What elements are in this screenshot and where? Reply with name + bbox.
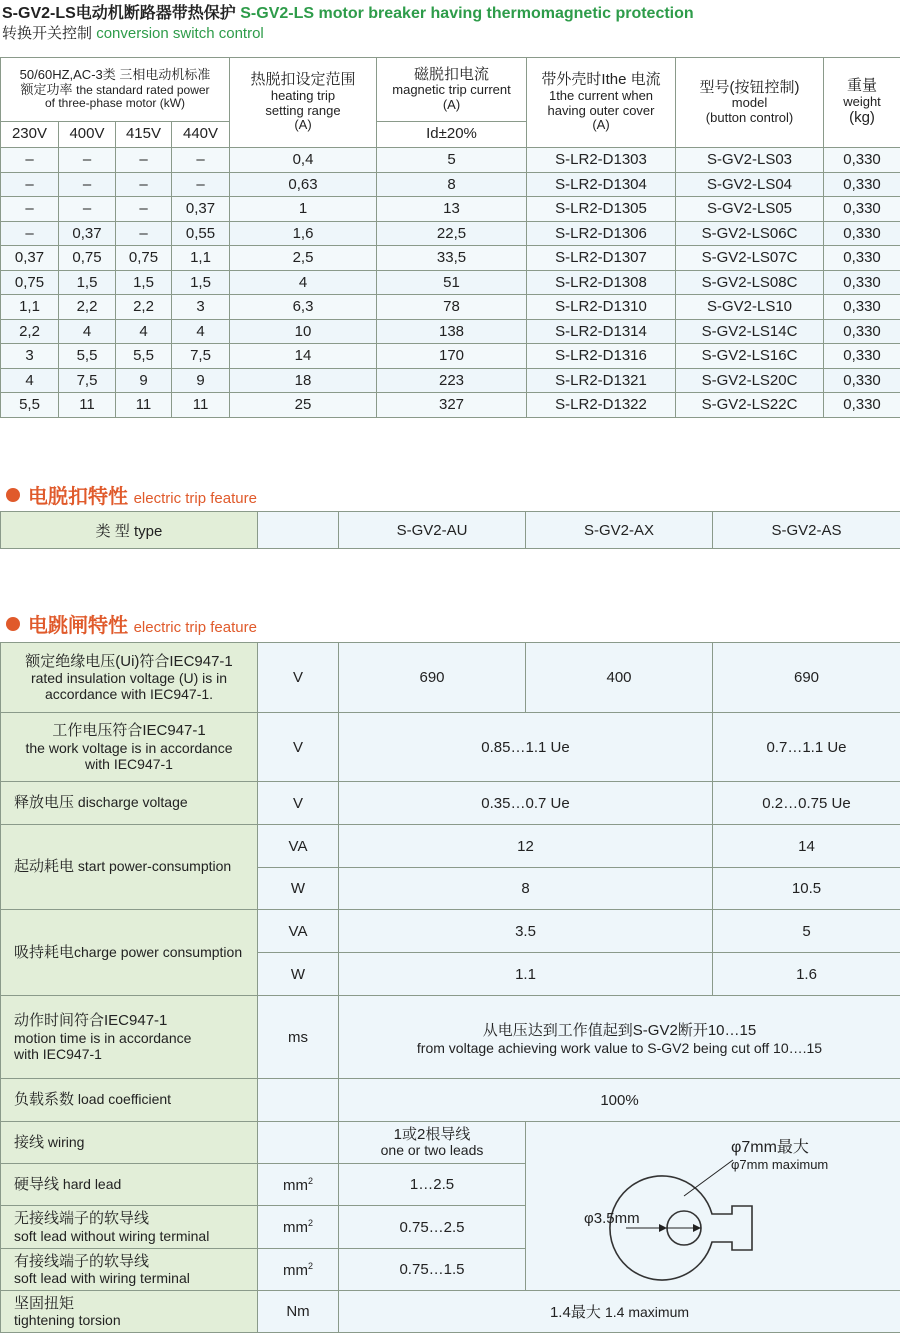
- header-mag-unit: (A): [442, 96, 461, 112]
- cell-weight: 0,330: [824, 148, 900, 173]
- sp-cn: 起动耗电: [14, 858, 75, 876]
- header-power-2b: the standard rated power: [76, 82, 210, 97]
- table-row: [1, 270, 900, 295]
- hl-unit: [258, 1164, 339, 1206]
- cell-weight: 0,330: [824, 393, 900, 418]
- cell-heating-range: 6,3: [230, 295, 377, 320]
- section-electric-trip-feature: [6, 480, 257, 509]
- cell-power-230v: 4: [1, 368, 59, 393]
- cell-power-230v: –: [1, 172, 59, 197]
- cell-power-230v: –: [1, 221, 59, 246]
- cp-va-auax: 3.5: [339, 910, 713, 953]
- row-wiring: [1, 1122, 258, 1164]
- cell-heating-range: 0,4: [230, 148, 377, 173]
- cell-outer-cover-model: S-LR2-D1310: [527, 295, 676, 320]
- header-heating-trip: [230, 58, 377, 148]
- cell-power-415v: 9: [116, 368, 172, 393]
- sl-cn: 无接线端子的软导线: [14, 1210, 150, 1228]
- cell-power-415v: 5,5: [116, 344, 172, 369]
- cell-model: S-GV2-LS22C: [676, 393, 824, 418]
- section-electric-trip-feature-2: [6, 609, 257, 638]
- cp-en: charge power consumption: [74, 943, 243, 960]
- cell-magnetic-current: 8: [377, 172, 527, 197]
- cell-power-415v: –: [116, 221, 172, 246]
- cell-power-230v: 5,5: [1, 393, 59, 418]
- table-row: [1, 246, 900, 271]
- mt-en1: motion time is in accordance: [14, 1029, 192, 1046]
- st-cn: 有接线端子的软导线: [14, 1252, 150, 1270]
- header-mag-cn: 磁脱扣电流: [414, 65, 490, 83]
- cell-outer-cover-model: S-LR2-D1304: [527, 172, 676, 197]
- cell-model: S-GV2-LS05: [676, 197, 824, 222]
- row-start-power: [1, 825, 258, 910]
- tt-value: [339, 1291, 900, 1333]
- cell-power-400v: 0,37: [59, 221, 116, 246]
- bullet-icon: [6, 617, 20, 631]
- cell-power-440v: 1,1: [172, 246, 230, 271]
- cell-power-415v: 2,2: [116, 295, 172, 320]
- cell-power-400v: –: [59, 172, 116, 197]
- sp-w-as: 10.5: [713, 868, 900, 910]
- sp-en: start power-consumption: [77, 858, 232, 875]
- header-magnetic-trip: [377, 58, 527, 122]
- cp-unit-va: VA: [258, 910, 339, 953]
- trip-type-table: [0, 511, 900, 549]
- wv-as: 0.7…1.1 Ue: [713, 713, 900, 782]
- terminal-diagram-svg: [526, 1122, 900, 1290]
- row-motion-time: [1, 996, 258, 1079]
- cell-model: S-GV2-LS06C: [676, 221, 824, 246]
- wi-val-en: one or two leads: [380, 1142, 484, 1159]
- header-model-en1: model: [731, 95, 768, 111]
- cell-model: S-GV2-LS08C: [676, 270, 824, 295]
- wi-cn: 接线: [14, 1133, 45, 1151]
- wi-en: wiring: [47, 1133, 85, 1150]
- header-cover-en1: 1the current when: [548, 88, 654, 104]
- cell-power-440v: –: [172, 148, 230, 173]
- cell-weight: 0,330: [824, 221, 900, 246]
- tt-en: tightening torsion: [14, 1312, 121, 1329]
- subtitle-en: conversion switch control: [96, 25, 264, 42]
- cell-power-440v: 3: [172, 295, 230, 320]
- cell-power-440v: 7,5: [172, 344, 230, 369]
- trip-characteristics-table: [0, 642, 900, 1333]
- table-row: [1, 295, 900, 320]
- header-cover-unit: (A): [592, 117, 610, 133]
- section2-title-cn: 电脱扣特性: [28, 486, 128, 508]
- cell-outer-cover-model: S-LR2-D1308: [527, 270, 676, 295]
- row-charge-power: [1, 910, 258, 996]
- cell-outer-cover-model: S-LR2-D1305: [527, 197, 676, 222]
- cell-power-230v: 0,75: [1, 270, 59, 295]
- type-label: 类 型 type: [1, 512, 258, 549]
- row-hard-lead: [1, 1164, 258, 1206]
- terminal-diagram: [526, 1122, 900, 1291]
- st-unit-sup: 2: [307, 1260, 313, 1271]
- mt-unit: ms: [258, 996, 339, 1079]
- sp-unit-w: W: [258, 868, 339, 910]
- header-heat-unit: (A): [294, 117, 312, 133]
- cell-power-230v: 1,1: [1, 295, 59, 320]
- cell-heating-range: 1,6: [230, 221, 377, 246]
- row-tightening-torsion: [1, 1291, 258, 1333]
- hl-unit-sup: 2: [307, 1175, 313, 1186]
- wv-auax: 0.85…1.1 Ue: [339, 713, 713, 782]
- row-work-voltage: [1, 713, 258, 782]
- cell-power-400v: 4: [59, 319, 116, 344]
- cell-outer-cover-model: S-LR2-D1314: [527, 319, 676, 344]
- header-power-line3: of three-phase motor (kW): [44, 96, 186, 111]
- sl-unit-text: mm: [282, 1219, 308, 1236]
- cell-heating-range: 14: [230, 344, 377, 369]
- cell-power-415v: 1,5: [116, 270, 172, 295]
- cell-magnetic-current: 33,5: [377, 246, 527, 271]
- cell-magnetic-current: 22,5: [377, 221, 527, 246]
- leader-line: [684, 1160, 733, 1196]
- cell-magnetic-current: 138: [377, 319, 527, 344]
- ui-unit: V: [258, 643, 339, 713]
- sl-unit: [258, 1206, 339, 1249]
- cell-power-415v: –: [116, 172, 172, 197]
- header-weight: [824, 58, 900, 148]
- table-row: [1, 368, 900, 393]
- type-as: S-GV2-AS: [713, 512, 900, 549]
- title-cn: S-GV2-LS电动机断路器带热保护: [2, 5, 236, 22]
- lc-value: 100%: [339, 1079, 900, 1122]
- cell-weight: 0,330: [824, 319, 900, 344]
- cell-weight: 0,330: [824, 197, 900, 222]
- tt-val-en: 1.4 maximum: [605, 1304, 690, 1320]
- cell-power-400v: –: [59, 148, 116, 173]
- section3-title-en: electric trip feature: [133, 619, 257, 636]
- ui-cn: 额定绝缘电压(Ui)符合IEC947-1: [25, 652, 233, 670]
- table1-body: [1, 148, 900, 418]
- arrow-right-icon: [693, 1224, 701, 1232]
- st-unit-text: mm: [282, 1261, 308, 1279]
- type-empty-cell: [258, 512, 339, 549]
- diag-max-cn: φ7mm最大: [731, 1139, 809, 1156]
- cell-heating-range: 2,5: [230, 246, 377, 271]
- sl-en: soft lead without wiring terminal: [14, 1227, 210, 1244]
- lc-unit-empty: [258, 1079, 339, 1122]
- cell-outer-cover-model: S-LR2-D1322: [527, 393, 676, 418]
- sl-unit-sup: 2: [307, 1218, 313, 1228]
- header-power-line2: [1, 83, 229, 98]
- cell-outer-cover-model: S-LR2-D1321: [527, 368, 676, 393]
- cell-model: S-GV2-LS03: [676, 148, 824, 173]
- cell-power-230v: 3: [1, 344, 59, 369]
- header-motor-power: [1, 58, 230, 122]
- page-title: [2, 0, 694, 23]
- sl-value: 0.75…2.5: [339, 1206, 526, 1249]
- dv-auax: 0.35…0.7 Ue: [339, 782, 713, 825]
- cell-model: S-GV2-LS16C: [676, 344, 824, 369]
- cell-model: S-GV2-LS20C: [676, 368, 824, 393]
- cell-power-415v: 4: [116, 319, 172, 344]
- table-row: [1, 344, 900, 369]
- wv-unit: V: [258, 713, 339, 782]
- cell-power-400v: 0,75: [59, 246, 116, 271]
- hl-unit-text: mm: [282, 1176, 308, 1194]
- wv-en2: with IEC947-1: [85, 755, 173, 772]
- cell-power-230v: 0,37: [1, 246, 59, 271]
- cell-power-440v: 1,5: [172, 270, 230, 295]
- cell-power-415v: 11: [116, 393, 172, 418]
- cell-model: S-GV2-LS14C: [676, 319, 824, 344]
- ui-as: 690: [713, 643, 900, 713]
- cell-weight: 0,330: [824, 344, 900, 369]
- header-heat-cn: 热脱扣设定范围: [250, 71, 356, 89]
- cell-power-400v: –: [59, 197, 116, 222]
- cell-magnetic-current: 51: [377, 270, 527, 295]
- section3-title-cn: 电跳闸特性: [28, 615, 128, 637]
- mt-cn: 动作时间符合IEC947-1: [14, 1012, 168, 1030]
- tt-val-cn: 1.4最大: [549, 1304, 601, 1321]
- ui-en1: rated insulation voltage (U) is in: [30, 670, 228, 687]
- cell-power-440v: 4: [172, 319, 230, 344]
- cell-power-415v: 0,75: [116, 246, 172, 271]
- header-cover-en2: having outer cover: [547, 102, 655, 118]
- cell-magnetic-current: 223: [377, 368, 527, 393]
- wi-unit-empty: [258, 1122, 339, 1164]
- cell-outer-cover-model: S-LR2-D1303: [527, 148, 676, 173]
- type-ax: S-GV2-AX: [526, 512, 713, 549]
- cell-heating-range: 25: [230, 393, 377, 418]
- tt-unit: Nm: [258, 1291, 339, 1333]
- cell-model: S-GV2-LS10: [676, 295, 824, 320]
- header-heat-en1: heating trip: [270, 88, 336, 104]
- cell-outer-cover-model: S-LR2-D1316: [527, 344, 676, 369]
- lc-en: load coefficient: [77, 1091, 172, 1108]
- header-cover-cn: 带外壳时Ithe 电流: [541, 71, 661, 89]
- header-weight-unit: (kg): [849, 108, 875, 126]
- header-weight-cn: 重量: [847, 77, 878, 95]
- mt-val-en: from voltage achieving work value to S-GV2 being cut off 10….15: [416, 1039, 823, 1056]
- cell-power-400v: 11: [59, 393, 116, 418]
- header-230v: 230V: [1, 122, 59, 148]
- type-au: S-GV2-AU: [339, 512, 526, 549]
- wi-value: [339, 1122, 526, 1164]
- cell-magnetic-current: 327: [377, 393, 527, 418]
- cell-power-440v: 0,55: [172, 221, 230, 246]
- title-en: S-GV2-LS motor breaker having thermomagnetic protection: [240, 5, 694, 22]
- hl-value: 1…2.5: [339, 1164, 526, 1206]
- wv-en1: the work voltage is in accordance: [25, 739, 233, 756]
- cell-power-440v: 0,37: [172, 197, 230, 222]
- tt-cn: 坚固扭矩: [14, 1294, 75, 1312]
- cell-power-230v: –: [1, 197, 59, 222]
- row-soft-lead-terminal: [1, 1249, 258, 1291]
- sp-unit-va: VA: [258, 825, 339, 868]
- row-insulation-voltage: [1, 643, 258, 713]
- header-mag-en: magnetic trip current: [392, 82, 511, 98]
- table-row: [1, 172, 900, 197]
- mt-en2: with IEC947-1: [14, 1045, 102, 1062]
- table-row: [1, 197, 900, 222]
- table-row: [1, 319, 900, 344]
- ui-ax: 400: [526, 643, 713, 713]
- cell-heating-range: 0,63: [230, 172, 377, 197]
- arrow-left-icon: [659, 1224, 667, 1232]
- dv-as: 0.2…0.75 Ue: [713, 782, 900, 825]
- cell-power-230v: 2,2: [1, 319, 59, 344]
- mt-val-cn: 从电压达到工作值起到S-GV2断开10…15: [482, 1021, 757, 1039]
- st-unit: [258, 1249, 339, 1291]
- cell-weight: 0,330: [824, 172, 900, 197]
- cp-va-as: 5: [713, 910, 900, 953]
- table-row: [1, 148, 900, 173]
- row-soft-lead-no-terminal: [1, 1206, 258, 1249]
- cell-model: S-GV2-LS04: [676, 172, 824, 197]
- cell-weight: 0,330: [824, 368, 900, 393]
- cell-heating-range: 18: [230, 368, 377, 393]
- st-value: 0.75…1.5: [339, 1249, 526, 1291]
- sp-va-as: 14: [713, 825, 900, 868]
- cell-weight: 0,330: [824, 295, 900, 320]
- table-row: [1, 393, 900, 418]
- cell-power-400v: 2,2: [59, 295, 116, 320]
- header-model-cn: 型号(按钮控制): [699, 78, 800, 96]
- cp-cn: 吸持耗电: [14, 943, 75, 961]
- page-subtitle: [2, 22, 264, 43]
- ui-en2: accordance with IEC947-1.: [44, 686, 214, 703]
- sp-va-auax: 12: [339, 825, 713, 868]
- header-heat-en2: setting range: [265, 102, 341, 118]
- cp-unit-w: W: [258, 953, 339, 996]
- wi-val-cn: 1或2根导线: [393, 1125, 471, 1143]
- dv-unit: V: [258, 782, 339, 825]
- header-power-line1: 50/60HZ,AC-3类 三相电动机标准: [19, 67, 211, 83]
- cell-magnetic-current: 13: [377, 197, 527, 222]
- cell-power-415v: –: [116, 148, 172, 173]
- lc-cn: 负载系数: [14, 1091, 75, 1109]
- header-415v: 415V: [116, 122, 172, 148]
- row-load-coefficient: [1, 1079, 258, 1122]
- cell-heating-range: 1: [230, 197, 377, 222]
- cell-power-440v: 9: [172, 368, 230, 393]
- ui-au: 690: [339, 643, 526, 713]
- bullet-icon: [6, 488, 20, 502]
- header-mag-tolerance: Id±20%: [377, 122, 527, 148]
- header-model: [676, 58, 824, 148]
- row-discharge-voltage: [1, 782, 258, 825]
- subtitle-cn: 转换开关控制: [2, 25, 93, 42]
- diag-min: φ3.5mm: [584, 1210, 640, 1227]
- cp-w-auax: 1.1: [339, 953, 713, 996]
- cell-magnetic-current: 5: [377, 148, 527, 173]
- dv-cn: 释放电压: [14, 794, 75, 812]
- header-weight-en: weight: [843, 94, 881, 110]
- header-model-en2: (button control): [705, 109, 794, 125]
- hl-en: hard lead: [62, 1175, 122, 1192]
- st-en: soft lead with wiring terminal: [14, 1270, 190, 1287]
- cell-power-400v: 7,5: [59, 368, 116, 393]
- hl-cn: 硬导线: [14, 1175, 60, 1193]
- diag-max-en: φ7mm maximum: [731, 1157, 829, 1172]
- cell-power-415v: –: [116, 197, 172, 222]
- sp-w-auax: 8: [339, 868, 713, 910]
- header-outer-cover: [527, 58, 676, 148]
- table-row: [1, 221, 900, 246]
- cell-model: S-GV2-LS07C: [676, 246, 824, 271]
- cell-heating-range: 10: [230, 319, 377, 344]
- cp-w-as: 1.6: [713, 953, 900, 996]
- header-power-2a: 额定功率: [20, 81, 73, 97]
- header-440v: 440V: [172, 122, 230, 148]
- cell-magnetic-current: 170: [377, 344, 527, 369]
- mt-value: [339, 996, 900, 1079]
- cell-outer-cover-model: S-LR2-D1306: [527, 221, 676, 246]
- cell-power-440v: 11: [172, 393, 230, 418]
- section2-title-en: electric trip feature: [133, 490, 257, 507]
- cell-power-400v: 5,5: [59, 344, 116, 369]
- cell-power-230v: –: [1, 148, 59, 173]
- cell-weight: 0,330: [824, 270, 900, 295]
- wv-cn: 工作电压符合IEC947-1: [52, 722, 206, 740]
- cell-heating-range: 4: [230, 270, 377, 295]
- dv-en: discharge voltage: [77, 794, 188, 811]
- cell-power-440v: –: [172, 172, 230, 197]
- header-400v: 400V: [59, 122, 116, 148]
- cell-weight: 0,330: [824, 246, 900, 271]
- cell-power-400v: 1,5: [59, 270, 116, 295]
- cell-outer-cover-model: S-LR2-D1307: [527, 246, 676, 271]
- cell-magnetic-current: 78: [377, 295, 527, 320]
- motor-breaker-spec-table: [0, 57, 900, 418]
